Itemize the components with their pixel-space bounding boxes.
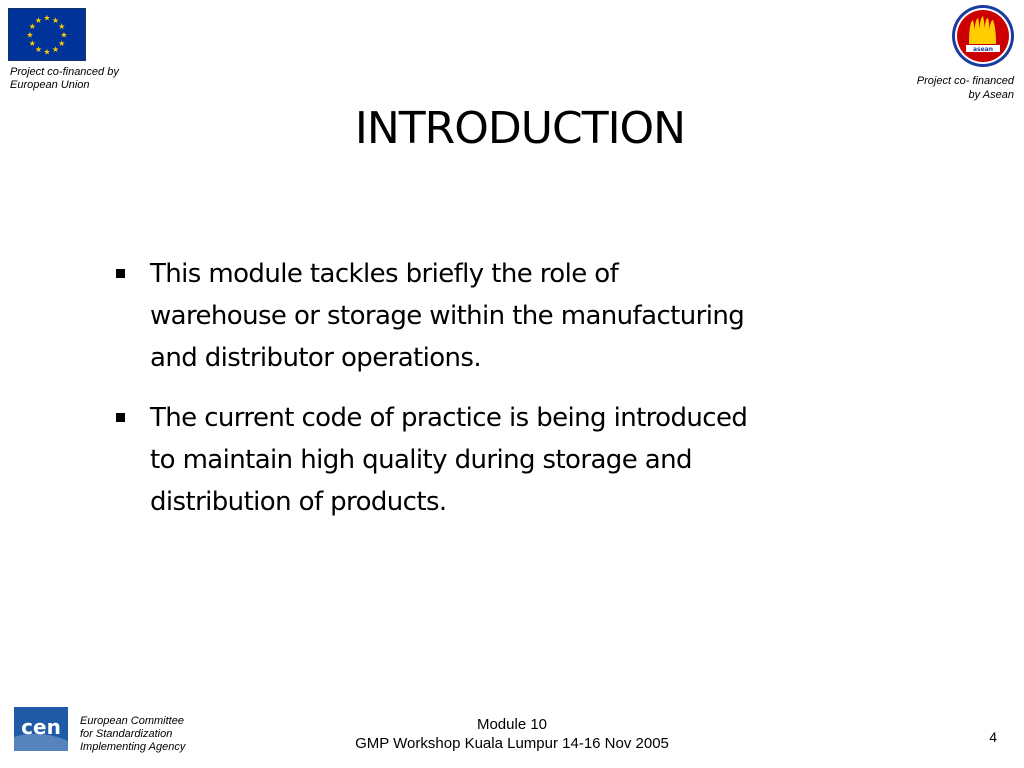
- cen-logo-text: cen: [21, 715, 61, 739]
- eu-star-icon: ★: [58, 22, 66, 31]
- cen-caption: [80, 715, 260, 754]
- square-bullet-icon: [116, 269, 125, 278]
- footer-center: [280, 715, 744, 753]
- asean-logo-icon: [951, 4, 1015, 68]
- eu-star-icon: ★: [60, 30, 68, 40]
- eu-caption-line1: Project co-financed by: [10, 66, 119, 78]
- eu-star-icon: ★: [43, 13, 51, 23]
- page-number: 4: [989, 729, 997, 745]
- bullet-list: [112, 253, 902, 541]
- eu-star-icon: ★: [34, 45, 43, 55]
- cen-logo-icon: [14, 707, 68, 751]
- eu-star-icon: ★: [51, 15, 60, 25]
- eu-star-icon: ★: [28, 39, 36, 48]
- bullet-item: [112, 397, 902, 523]
- eu-caption-line2: European Union: [10, 79, 90, 91]
- slide-title: INTRODUCTION: [354, 103, 686, 154]
- square-bullet-icon: [116, 413, 125, 422]
- asean-caption-line2: by Asean: [968, 89, 1014, 101]
- cen-caption-line2: for Standardization: [80, 728, 173, 740]
- bullet-item: [112, 253, 902, 379]
- bullet-text: The current code of practice is being introduced to maintain high quality during storage and distribution of products.: [150, 403, 748, 517]
- cen-caption-line1: European Committee: [80, 715, 184, 727]
- eu-star-icon: ★: [34, 15, 43, 25]
- eu-flag-icon: [8, 8, 86, 61]
- eu-star-icon: ★: [28, 22, 36, 31]
- workshop-label: GMP Workshop Kuala Lumpur 14-16 Nov 2005: [355, 735, 669, 752]
- eu-star-icon: ★: [26, 30, 34, 40]
- eu-star-icon: ★: [43, 47, 51, 57]
- asean-caption-line1: Project co- financed: [916, 75, 1014, 87]
- asean-logo-text: asean: [972, 46, 994, 53]
- eu-cofinanced-caption: [10, 66, 170, 92]
- cen-caption-line3: Implementing Agency: [80, 741, 186, 753]
- eu-star-icon: ★: [58, 39, 66, 48]
- eu-star-icon: ★: [51, 45, 60, 55]
- bullet-text: This module tackles briefly the role of warehouse or storage within the manufacturing and distributor operations.: [150, 259, 745, 373]
- module-label: Module 10: [476, 716, 548, 733]
